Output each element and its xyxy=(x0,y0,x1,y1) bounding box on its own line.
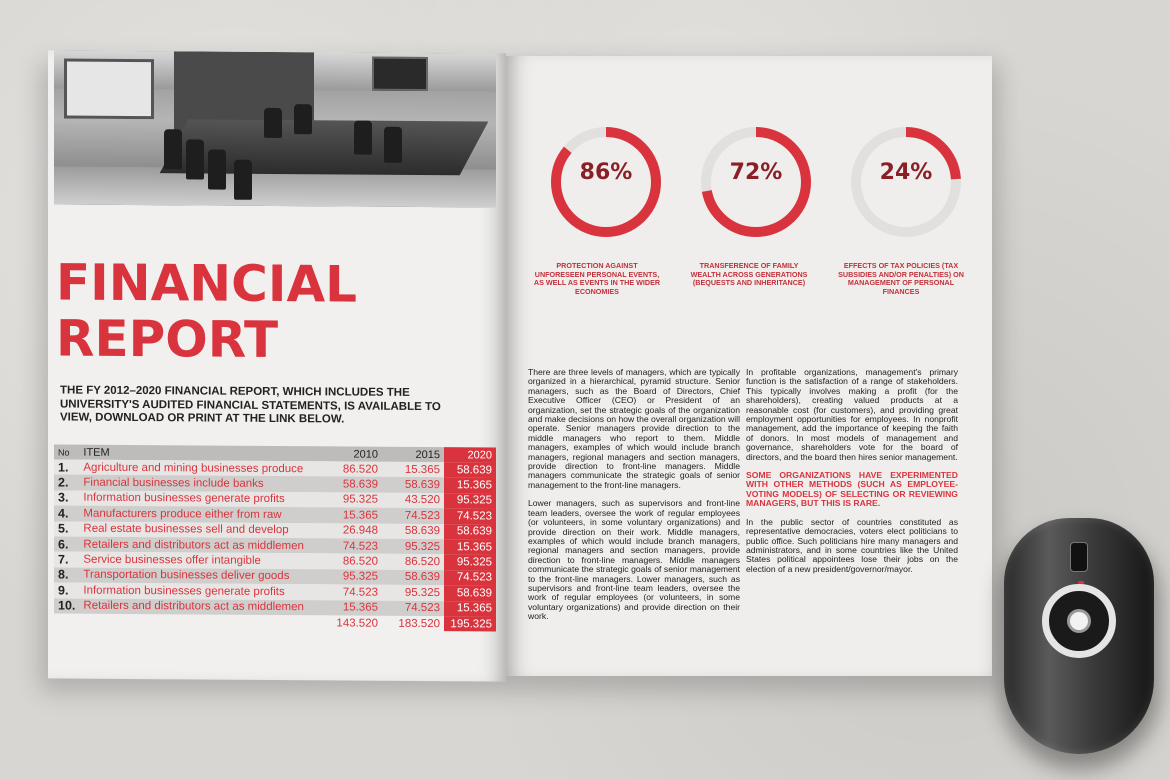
row-value-2020: 15.365 xyxy=(444,478,496,494)
row-value-2010: 86.520 xyxy=(320,461,382,477)
stat-caption-3: EFFECTS OF TAX POLICIES (TAX SUBSIDIES AND/OR PENALTIES) ON MANAGEMENT OF PERSONAL FINANCES xyxy=(838,261,964,296)
financial-table xyxy=(54,444,496,631)
row-value-2010: 74.523 xyxy=(320,584,382,600)
row-value-2010: 58.639 xyxy=(320,477,382,493)
stat-caption-1: PROTECTION AGAINST UNFORESEEN PERSONAL EVENTS, AS WELL AS EVENTS IN THE WIDER ECONOMIES xyxy=(533,261,661,296)
row-value-2015: 95.325 xyxy=(382,539,444,555)
body-column-1 xyxy=(528,368,740,631)
row-value-2020: 15.365 xyxy=(444,539,496,555)
stat-value-3: 24% xyxy=(879,160,933,185)
intro-text: THE FY 2012–2020 FINANCIAL REPORT, WHICH INCLUDES THE UNIVERSITY'S AUDITED FINANCIAL STATEMENTS, IS AVAILABLE TO VIEW, DOWNLOAD OR PRINT AT THE LINK BELOW. xyxy=(60,384,441,426)
stat-rings xyxy=(536,122,966,242)
row-number: 1. xyxy=(54,459,79,475)
body-paragraph: In profitable organizations, management's primary function is the satisfaction of a range of stakeholders. This typically involves making a profit (for the shareholders), creating valued products at a reasonable cost (for customers), and providing great employment opportunities for employees. In nonprofit management, add the importance of keeping the faith of donors. In most models of management and governance, shareholders vote for the board of directors, and the board then hires senior management. xyxy=(746,367,958,462)
row-value-2015: 15.365 xyxy=(382,462,444,478)
row-value-2010: 26.948 xyxy=(320,523,382,539)
row-value-2020: 58.639 xyxy=(444,585,496,601)
body-column-2 xyxy=(746,368,958,583)
stat-value-1: 86% xyxy=(579,160,633,185)
stat-value-2: 72% xyxy=(729,160,783,185)
row-value-2020: 95.325 xyxy=(444,493,496,509)
row-value-2015: 43.520 xyxy=(382,493,444,509)
computer-mouse xyxy=(1004,518,1154,754)
header-2020: 2020 xyxy=(444,447,496,462)
row-number: 2. xyxy=(54,475,79,491)
header-2010: 2010 xyxy=(320,446,382,461)
total-value-2020: 195.325 xyxy=(444,616,496,632)
row-number: 3. xyxy=(54,490,79,506)
stat-ring-2 xyxy=(696,122,816,242)
row-number: 9. xyxy=(54,583,79,599)
row-value-2015: 58.639 xyxy=(382,523,444,539)
boardroom-photo xyxy=(54,50,496,207)
total-value-2010: 143.520 xyxy=(336,617,378,630)
row-value-2015: 74.523 xyxy=(382,600,444,616)
row-value-2015: 95.325 xyxy=(382,585,444,601)
row-value-2015: 58.639 xyxy=(382,569,444,585)
row-item: Real estate businesses sell and develop xyxy=(79,521,320,538)
row-value-2020: 58.639 xyxy=(444,462,496,478)
row-number: 8. xyxy=(54,567,79,583)
row-value-2020: 58.639 xyxy=(444,524,496,540)
row-value-2020: 95.325 xyxy=(444,555,496,571)
row-value-2015: 74.523 xyxy=(382,508,444,524)
row-value-2020: 74.523 xyxy=(444,508,496,524)
row-value-2015: 58.639 xyxy=(382,477,444,493)
body-paragraph: In the public sector of countries constituted as representative democracies, voters elect politicians to public office. Such politicians hire many managers and administrators, and in some countries like the United States political appointees lose their jobs on the election of a new president/governor/mayor. xyxy=(746,516,958,574)
stat-caption-2: TRANSFERENCE OF FAMILY WEALTH ACROSS GENERATIONS (BEQUESTS AND INHERITANCE) xyxy=(690,261,808,288)
page-title xyxy=(56,254,357,368)
totals-row xyxy=(54,613,496,631)
title-line-1: FINANCIAL xyxy=(56,253,358,314)
header-item: ITEM xyxy=(79,445,320,462)
row-value-2010: 15.365 xyxy=(320,600,382,616)
row-number: 6. xyxy=(54,536,79,552)
row-item: Transportation businesses deliver goods xyxy=(79,567,320,584)
title-line-2: REPORT xyxy=(56,309,279,370)
row-item: Agriculture and mining businesses produce xyxy=(79,460,320,477)
row-number: 10. xyxy=(54,598,79,614)
row-value-2010: 95.325 xyxy=(320,492,382,508)
right-page xyxy=(506,56,992,676)
stat-ring-1 xyxy=(546,122,666,242)
total-value-2015: 183.520 xyxy=(398,617,440,630)
header-2015: 2015 xyxy=(382,447,444,462)
row-item: Retailers and distributors act as middlemen xyxy=(79,598,320,615)
row-number: 5. xyxy=(54,521,79,537)
row-value-2010: 95.325 xyxy=(320,569,382,585)
header-no: No xyxy=(54,444,79,459)
row-item: Service businesses offer intangible xyxy=(79,552,320,569)
row-item: Manufacturers produce either from raw xyxy=(79,506,320,523)
body-paragraph: Lower managers, such as supervisors and front-line team leaders, oversee the work of regular employees (or volunteers, in some voluntary organizations) and provide direction on their work. Middle managers, examples of which would include branch managers, regional managers and section managers, provide direction to front-line managers. Middle managers communicate the strategic goals of senior management to the front-line managers. Lower managers, such as supervisors and front-line team leaders, oversee the work of regular employees (or volunteers, in some voluntary organizations) and provide direction on their work. xyxy=(528,498,740,622)
stat-ring-3 xyxy=(846,122,966,242)
row-item: Information businesses generate profits xyxy=(79,490,320,507)
row-value-2015: 86.520 xyxy=(382,554,444,570)
row-value-2020: 74.523 xyxy=(444,570,496,586)
row-value-2010: 86.520 xyxy=(320,554,382,570)
left-page xyxy=(48,50,506,681)
row-number: 7. xyxy=(54,552,79,568)
row-item: Financial businesses include banks xyxy=(79,475,320,492)
highlight-quote: SOME ORGANIZATIONS HAVE EXPERIMENTED WITH OTHER METHODS (SUCH AS EMPLOYEE-VOTING MODELS) OF SELECTING OR REVIEWING MANAGERS, BUT THIS IS RARE. xyxy=(746,470,958,509)
row-item: Retailers and distributors act as middlemen xyxy=(79,537,320,554)
body-paragraph: There are three levels of managers, which are typically organized in a hierarchical, pyramid structure. Senior managers, such as the Board of Directors, Chief Executive Officer (CEO) or President of an organization, set the strategic goals of the organization and make decisions on how the overall organization will operate. Senior managers provide direction to the middle managers who report to them. Middle managers, examples of which would include branch managers, regional managers and section managers, provide direction to front-line managers. Middle managers communicate the strategic goals of senior management to the front-line managers. xyxy=(528,367,740,490)
row-number: 4. xyxy=(54,506,79,522)
total-spacer xyxy=(54,613,79,629)
total-spacer xyxy=(79,614,320,631)
row-item: Information businesses generate profits xyxy=(79,583,320,600)
row-value-2010: 74.523 xyxy=(320,538,382,554)
scroll-wheel xyxy=(1070,542,1088,572)
row-value-2020: 15.365 xyxy=(444,601,496,617)
mouse-center-button xyxy=(1067,609,1091,633)
row-value-2010: 15.365 xyxy=(320,507,382,523)
